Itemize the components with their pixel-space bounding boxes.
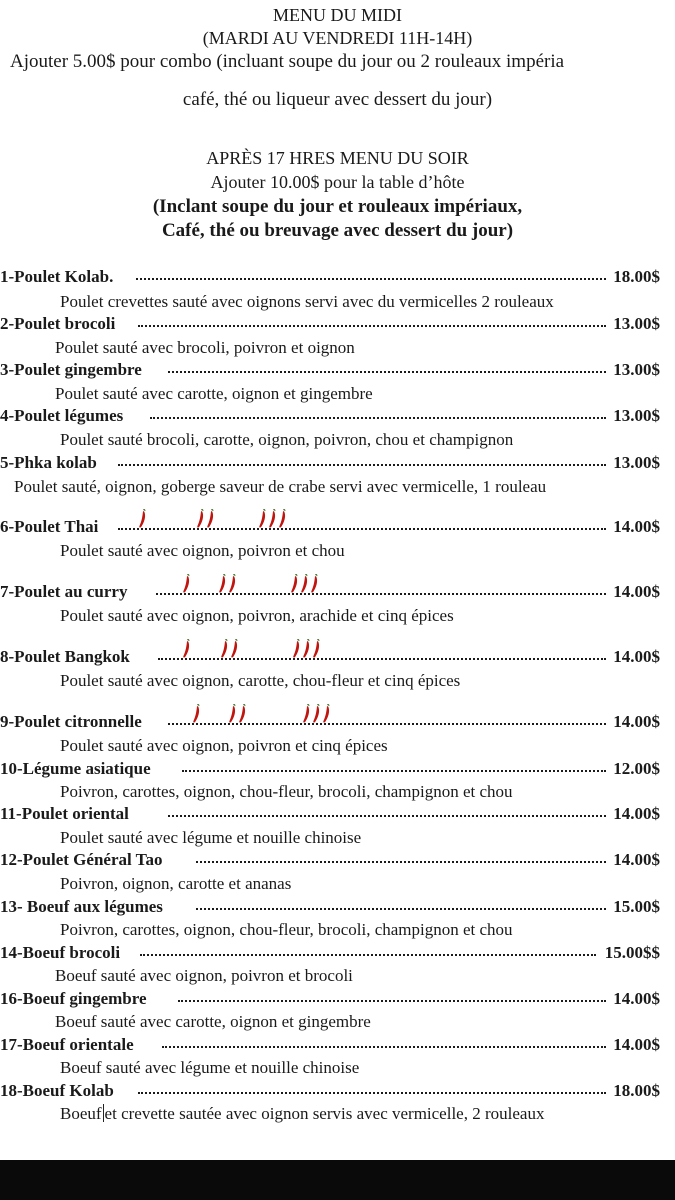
chili-pepper-icon (278, 508, 287, 530)
dot-leader (118, 528, 606, 530)
item-name: 6-Poulet Thai (0, 517, 99, 536)
combo-note: Ajouter 5.00$ pour combo (incluant soupe du jour ou 2 rouleaux impéria (10, 51, 565, 72)
item-name: 17-Boeuf orientale (0, 1035, 134, 1054)
chili-pepper-icon (206, 508, 215, 530)
item-price: 14.00$ (613, 804, 660, 823)
item-description: Poulet sauté, oignon, goberge saveur de crabe servi avec vermicelle, 1 rouleau (14, 477, 547, 496)
dot-leader (138, 1092, 606, 1094)
menu-item (0, 359, 668, 383)
chili-pepper-icon (312, 638, 321, 660)
item-price: 14.00$ (613, 850, 660, 869)
item-price: 15.00$$ (604, 943, 660, 962)
item-price: 13.00$ (613, 314, 660, 333)
item-name: 12-Poulet Général Tao (0, 850, 163, 869)
spice-level-3 (292, 638, 321, 664)
menu-item (0, 452, 668, 476)
spice-level-1 (182, 573, 191, 599)
item-price: 14.00$ (613, 712, 660, 731)
item-description: Poulet sauté avec oignon, poivron et chou (60, 541, 345, 560)
menu-item (0, 405, 668, 429)
dot-leader (162, 1046, 606, 1048)
item-name: 2-Poulet brocoli (0, 314, 116, 333)
item-price: 14.00$ (613, 1035, 660, 1054)
menu-hours-midi: (MARDI AU VENDREDI 11H-14H) (202, 28, 473, 48)
menu-item (0, 849, 668, 873)
dot-leader (182, 770, 606, 772)
item-price: 18.00$ (613, 267, 660, 286)
spice-level-2 (228, 703, 247, 729)
item-description: Boeuf sauté avec oignon, poivron et brocoli (55, 966, 353, 985)
chili-pepper-icon (238, 703, 247, 725)
item-price: 14.00$ (613, 517, 660, 536)
item-description: Poulet sauté avec brocoli, poivron et oignon (55, 338, 355, 357)
item-price: 13.00$ (613, 360, 660, 379)
item-price: 14.00$ (613, 582, 660, 601)
item-description: Boeuf sauté avec légume et nouille chinoise (60, 1058, 360, 1077)
menu-item (0, 942, 668, 966)
item-description: Poulet sauté avec oignon, poivron et cinq épices (60, 736, 388, 755)
menu-item (0, 581, 668, 605)
menu-title-soir: APRÈS 17 HRES MENU DU SOIR (206, 148, 469, 168)
item-name: 14-Boeuf brocoli (0, 943, 121, 962)
item-price: 13.00$ (613, 453, 660, 472)
chili-pepper-icon (138, 508, 147, 530)
dot-leader (196, 908, 606, 910)
menu-item (0, 803, 668, 827)
spice-level-1 (138, 508, 147, 534)
chili-pepper-icon (228, 573, 237, 595)
menu-item (0, 646, 668, 670)
chili-pepper-icon (228, 703, 237, 725)
dot-leader (118, 464, 606, 466)
item-price: 15.00$ (613, 897, 660, 916)
item-description: Poivron, carottes, oignon, chou-fleur, brocoli, champignon et chou (60, 920, 513, 939)
spice-level-2 (218, 573, 237, 599)
chili-pepper-icon (268, 508, 277, 530)
item-description: Poulet sauté avec carotte, oignon et gingembre (55, 384, 373, 403)
menu-item (0, 896, 668, 920)
item-name: 8-Poulet Bangkok (0, 647, 130, 666)
dot-leader (168, 815, 606, 817)
spice-level-3 (290, 573, 319, 599)
dot-leader (140, 954, 596, 956)
item-price: 18.00$ (613, 1081, 660, 1100)
item-name: 3-Poulet gingembre (0, 360, 142, 379)
item-price: 13.00$ (613, 406, 660, 425)
menu-item (0, 1034, 668, 1058)
menu-item (0, 988, 668, 1012)
item-name: 4-Poulet légumes (0, 406, 124, 425)
menu-item (0, 758, 668, 782)
item-name: 18-Boeuf Kolab (0, 1081, 114, 1100)
chili-pepper-icon (258, 508, 267, 530)
menu-title-midi: MENU DU MIDI (273, 5, 402, 25)
dot-leader (168, 371, 606, 373)
chili-pepper-icon (196, 508, 205, 530)
item-description: Poivron, carottes, oignon, chou-fleur, brocoli, champignon et chou (60, 782, 513, 801)
table-hote-includes-2: Café, thé ou breuvage avec dessert du jour) (161, 220, 514, 241)
spice-level-3 (258, 508, 287, 534)
item-description-part: et crevette sautée avec oignon servis avec vermicelle, 2 rouleaux (104, 1104, 545, 1123)
spice-level-1 (192, 703, 201, 729)
item-name: 13- Boeuf aux légumes (0, 897, 163, 916)
dot-leader (138, 325, 606, 327)
chili-pepper-icon (230, 638, 239, 660)
dot-leader (136, 278, 606, 280)
item-description: Poulet crevettes sauté avec oignons servi avec du vermicelles 2 rouleaux (60, 292, 554, 311)
chili-pepper-icon (302, 638, 311, 660)
menu-item (0, 1080, 668, 1104)
dot-leader (178, 1000, 606, 1002)
item-name: 16-Boeuf gingembre (0, 989, 147, 1008)
dot-leader (196, 861, 606, 863)
chili-pepper-icon (182, 573, 191, 595)
item-description: Poivron, oignon, carotte et ananas (60, 874, 292, 893)
table-hote-includes-1: (Inclant soupe du jour et rouleaux impériaux, (152, 196, 523, 217)
chili-pepper-icon (302, 703, 311, 725)
item-name: 5-Phka kolab (0, 453, 97, 472)
dot-leader (150, 417, 606, 419)
menu-item (0, 516, 668, 540)
chili-pepper-icon (182, 638, 191, 660)
item-description: Poulet sauté brocoli, carotte, oignon, poivron, chou et champignon (60, 430, 514, 449)
item-name: 1-Poulet Kolab. (0, 267, 114, 286)
item-description: Boeuf sauté avec carotte, oignon et gingembre (55, 1012, 371, 1031)
spice-level-2 (196, 508, 215, 534)
chili-pepper-icon (218, 573, 227, 595)
combo-note-2: café, thé ou liqueur avec dessert du jour) (182, 89, 493, 110)
chili-pepper-icon (312, 703, 321, 725)
menu-item (0, 313, 668, 337)
menu-item (0, 711, 668, 735)
chili-pepper-icon (292, 638, 301, 660)
chili-pepper-icon (220, 638, 229, 660)
item-description-part: Boeuf (60, 1104, 102, 1123)
spice-level-1 (182, 638, 191, 664)
item-name: 9-Poulet citronnelle (0, 712, 142, 731)
item-price: 12.00$ (613, 759, 660, 778)
bottom-bar (0, 1160, 675, 1200)
item-price: 14.00$ (613, 647, 660, 666)
item-price: 14.00$ (613, 989, 660, 1008)
text-cursor (103, 1104, 104, 1122)
chili-pepper-icon (192, 703, 201, 725)
menu-item (0, 266, 668, 290)
item-description: Poulet sauté avec oignon, poivron, arachide et cinq épices (60, 606, 454, 625)
item-name: 11-Poulet oriental (0, 804, 129, 823)
item-name: 10-Légume asiatique (0, 759, 151, 778)
chili-pepper-icon (322, 703, 331, 725)
table-hote-note: Ajouter 10.00$ pour la table d’hôte (210, 172, 465, 192)
spice-level-2 (220, 638, 239, 664)
item-description (60, 1103, 544, 1125)
chili-pepper-icon (300, 573, 309, 595)
chili-pepper-icon (290, 573, 299, 595)
spice-level-3 (302, 703, 331, 729)
item-description: Poulet sauté avec oignon, carotte, chou-fleur et cinq épices (60, 671, 461, 690)
item-name: 7-Poulet au curry (0, 582, 128, 601)
item-description: Poulet sauté avec légume et nouille chinoise (60, 828, 362, 847)
chili-pepper-icon (310, 573, 319, 595)
